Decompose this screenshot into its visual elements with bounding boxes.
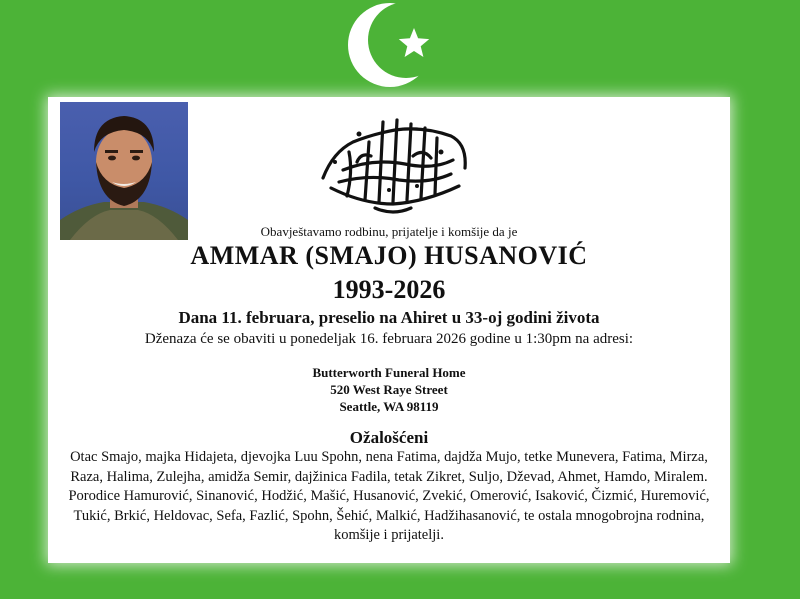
funeral-city: Seattle, WA 98119: [339, 399, 439, 414]
funeral-venue: Butterworth Funeral Home: [312, 365, 466, 380]
deceased-name: AMMAR (SMAJO) HUSANOVIĆ: [190, 241, 588, 270]
funeral-street: 520 West Raye Street: [330, 382, 448, 397]
mourners-list: Otac Smajo, majka Hidajeta, djevojka Luu Spohn, nena Fatima, dajdža Mujo, tetke Munevera, Fatima, Mirza, Raza, Halima, Zulejha, amidža Semir, dajžinica Fadila, tetak Zikret, Suljo, Dževad, Ahmet, Hamdo, Miralem. Porodice Hamurović, Sinanović, Hodžić, Mašić, Husanović, Zvekić, Omerović, Isaković, Čizmić, Huremović, Tukić, Brkić, Heldovac, Sefa, Fazlić, Spohn, Šehić, Malkić, Hadžihasanović, te ostala mnogobrojna rodnina, komšije i prijatelji.: [68, 449, 710, 543]
arabic-calligraphy-icon: [313, 112, 473, 220]
obituary-card: [48, 97, 730, 563]
intro-text: Obavještavamo rodbinu, prijatelje i komšije da je: [260, 224, 518, 239]
mourners-heading: Ožalošćeni: [349, 428, 429, 447]
death-date-line: Dana 11. februara, preselio na Ahiret u 33-oj godini života: [178, 308, 600, 327]
funeral-info-line: Dženaza će se obaviti u ponedeljak 16. februara 2026 godine u 1:30pm na adresi:: [144, 331, 634, 347]
portrait-photo: [60, 102, 188, 240]
crescent-and-star-icon: [330, 0, 450, 92]
life-years: 1993-2026: [332, 275, 446, 304]
